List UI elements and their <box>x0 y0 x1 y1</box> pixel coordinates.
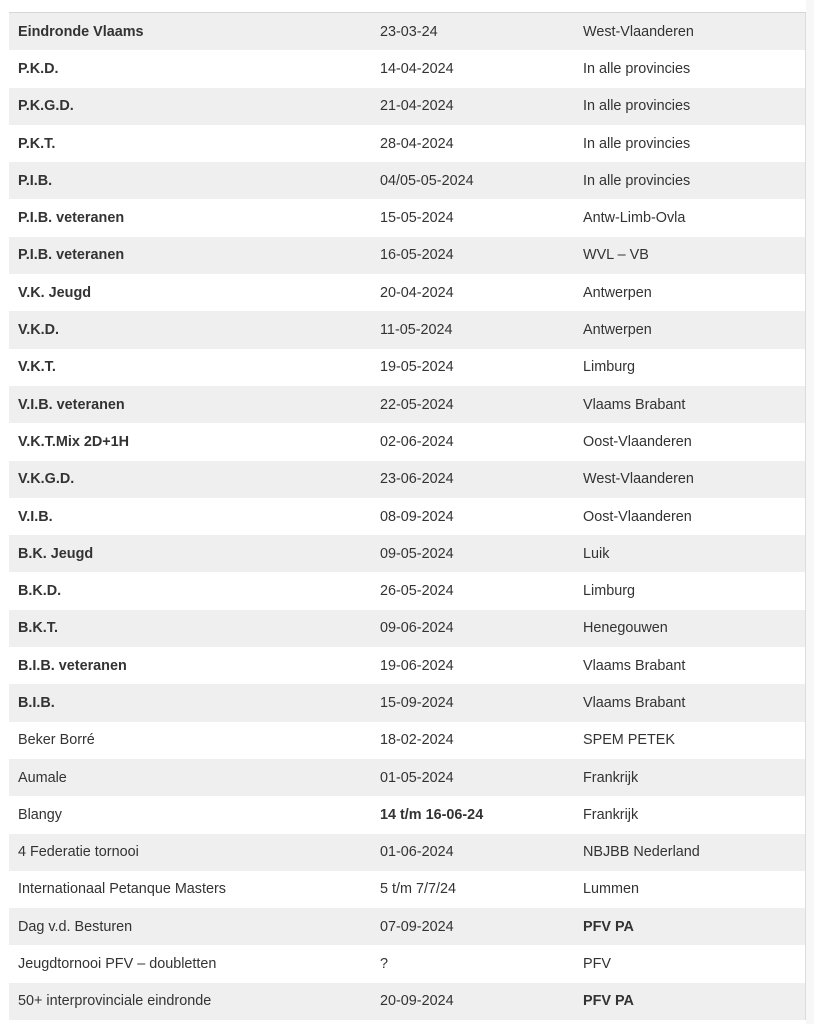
table-row <box>9 796 805 833</box>
event-date-cell: 28-04-2024 <box>380 135 454 152</box>
event-location-cell: Vlaams Brabant <box>583 694 686 711</box>
table-row <box>9 50 805 87</box>
event-name-cell: P.I.B. veteranen <box>18 247 125 264</box>
table-row <box>9 311 805 348</box>
table-row <box>9 647 805 684</box>
event-name-cell: V.K.G.D. <box>18 471 75 488</box>
event-date-cell: ? <box>380 956 389 973</box>
event-date-cell: 22-05-2024 <box>380 396 454 413</box>
table-row <box>9 199 805 236</box>
event-name-cell: P.I.B. veteranen <box>18 210 125 227</box>
table-row <box>9 498 805 535</box>
event-location-cell: Oost-Vlaanderen <box>583 433 692 450</box>
event-name-cell: B.K. Jeugd <box>18 545 94 562</box>
event-location-cell: In alle provincies <box>583 98 691 115</box>
event-location-cell: In alle provincies <box>583 135 691 152</box>
right-margin <box>806 0 814 1024</box>
event-name-cell: Dag v.d. Besturen <box>18 918 133 935</box>
event-date-cell: 15-05-2024 <box>380 210 454 227</box>
event-name-cell: V.K. Jeugd <box>18 284 92 301</box>
table-row <box>9 535 805 572</box>
event-name-cell: B.K.T. <box>18 620 58 637</box>
event-name-cell: Beker Borré <box>18 732 95 749</box>
event-location-cell: WVL – VB <box>583 247 649 264</box>
event-name-cell: Blangy <box>18 806 63 823</box>
event-location-cell: Antw-Limb-Ovla <box>583 210 686 227</box>
event-date-cell: 21-04-2024 <box>380 98 454 115</box>
table-row <box>9 759 805 796</box>
event-location-cell: Luik <box>583 545 610 562</box>
table-row <box>9 386 805 423</box>
event-date-cell: 5 t/m 7/7/24 <box>380 881 456 898</box>
table-row <box>9 349 805 386</box>
event-name-cell: P.K.G.D. <box>18 98 74 115</box>
event-location-cell: In alle provincies <box>583 172 691 189</box>
event-name-cell: Jeugdtornooi PFV – doubletten <box>18 956 217 973</box>
event-name-cell: V.I.B. veteranen <box>18 396 125 413</box>
event-location-cell: West-Vlaanderen <box>583 471 694 488</box>
event-location-cell: West-Vlaanderen <box>583 23 694 40</box>
table-row <box>9 13 805 50</box>
event-location-cell: Limburg <box>583 583 635 600</box>
event-location-cell: Henegouwen <box>583 620 668 637</box>
event-date-cell: 02-06-2024 <box>380 433 454 450</box>
table-row <box>9 274 805 311</box>
event-location-cell: PFV PA <box>583 918 634 935</box>
event-location-cell: PFV <box>583 956 611 973</box>
event-location-cell: Frankrijk <box>583 806 639 823</box>
event-location-cell: Antwerpen <box>583 284 652 301</box>
event-name-cell: P.K.D. <box>18 60 59 77</box>
event-date-cell: 18-02-2024 <box>380 732 454 749</box>
event-date-cell: 23-06-2024 <box>380 471 454 488</box>
event-date-cell: 26-05-2024 <box>380 583 454 600</box>
event-location-cell: Oost-Vlaanderen <box>583 508 692 525</box>
event-name-cell: V.K.D. <box>18 322 60 339</box>
event-name-cell: B.K.D. <box>18 583 62 600</box>
event-date-cell: 01-05-2024 <box>380 769 454 786</box>
table-row <box>9 871 805 908</box>
event-date-cell: 01-06-2024 <box>380 844 454 861</box>
event-name-cell: Eindronde Vlaams <box>18 23 144 40</box>
event-date-cell: 20-09-2024 <box>380 993 454 1010</box>
event-name-cell: P.K.T. <box>18 135 56 152</box>
table-row <box>9 162 805 199</box>
event-date-cell: 11-05-2024 <box>380 322 453 339</box>
event-date-cell: 14 t/m 16-06-24 <box>380 806 484 823</box>
event-name-cell: P.I.B. <box>18 172 53 189</box>
event-date-cell: 19-05-2024 <box>380 359 454 376</box>
event-location-cell: PFV PA <box>583 993 634 1010</box>
event-name-cell: 50+ interprovinciale eindronde <box>18 993 212 1010</box>
event-date-cell: 16-05-2024 <box>380 247 454 264</box>
table-row <box>9 610 805 647</box>
event-location-cell: In alle provincies <box>583 60 691 77</box>
event-date-cell: 20-04-2024 <box>380 284 454 301</box>
event-location-cell: Vlaams Brabant <box>583 657 686 674</box>
event-name-cell: Internationaal Petanque Masters <box>18 881 226 898</box>
event-location-cell: Antwerpen <box>583 322 652 339</box>
table-row <box>9 88 805 125</box>
event-date-cell: 23-03-24 <box>380 23 438 40</box>
table-row <box>9 834 805 871</box>
event-date-cell: 04/05-05-2024 <box>380 172 474 189</box>
table-row <box>9 572 805 609</box>
event-location-cell: Frankrijk <box>583 769 639 786</box>
event-location-cell: Vlaams Brabant <box>583 396 686 413</box>
event-date-cell: 09-06-2024 <box>380 620 454 637</box>
event-name-cell: 4 Federatie tornooi <box>18 844 139 861</box>
event-date-cell: 08-09-2024 <box>380 508 454 525</box>
event-location-cell: SPEM PETEK <box>583 732 675 749</box>
event-date-cell: 15-09-2024 <box>380 694 454 711</box>
event-name-cell: V.K.T. <box>18 359 56 376</box>
event-date-cell: 19-06-2024 <box>380 657 454 674</box>
event-name-cell: V.I.B. <box>18 508 53 525</box>
table-row <box>9 908 805 945</box>
table-row <box>9 945 805 982</box>
table-row <box>9 125 805 162</box>
table-row <box>9 722 805 759</box>
competition-table <box>9 13 806 1020</box>
event-location-cell: Limburg <box>583 359 635 376</box>
event-date-cell: 07-09-2024 <box>380 918 454 935</box>
table-row <box>9 237 805 274</box>
event-date-cell: 14-04-2024 <box>380 60 454 77</box>
event-name-cell: B.I.B. <box>18 694 55 711</box>
table-row <box>9 461 805 498</box>
event-date-cell: 09-05-2024 <box>380 545 454 562</box>
event-name-cell: Aumale <box>18 769 67 786</box>
table-row <box>9 423 805 460</box>
event-name-cell: B.I.B. veteranen <box>18 657 127 674</box>
event-name-cell: V.K.T.Mix 2D+1H <box>18 433 130 450</box>
event-location-cell: Lummen <box>583 881 639 898</box>
table-row <box>9 983 805 1020</box>
event-location-cell: NBJBB Nederland <box>583 844 700 861</box>
table-row <box>9 684 805 721</box>
